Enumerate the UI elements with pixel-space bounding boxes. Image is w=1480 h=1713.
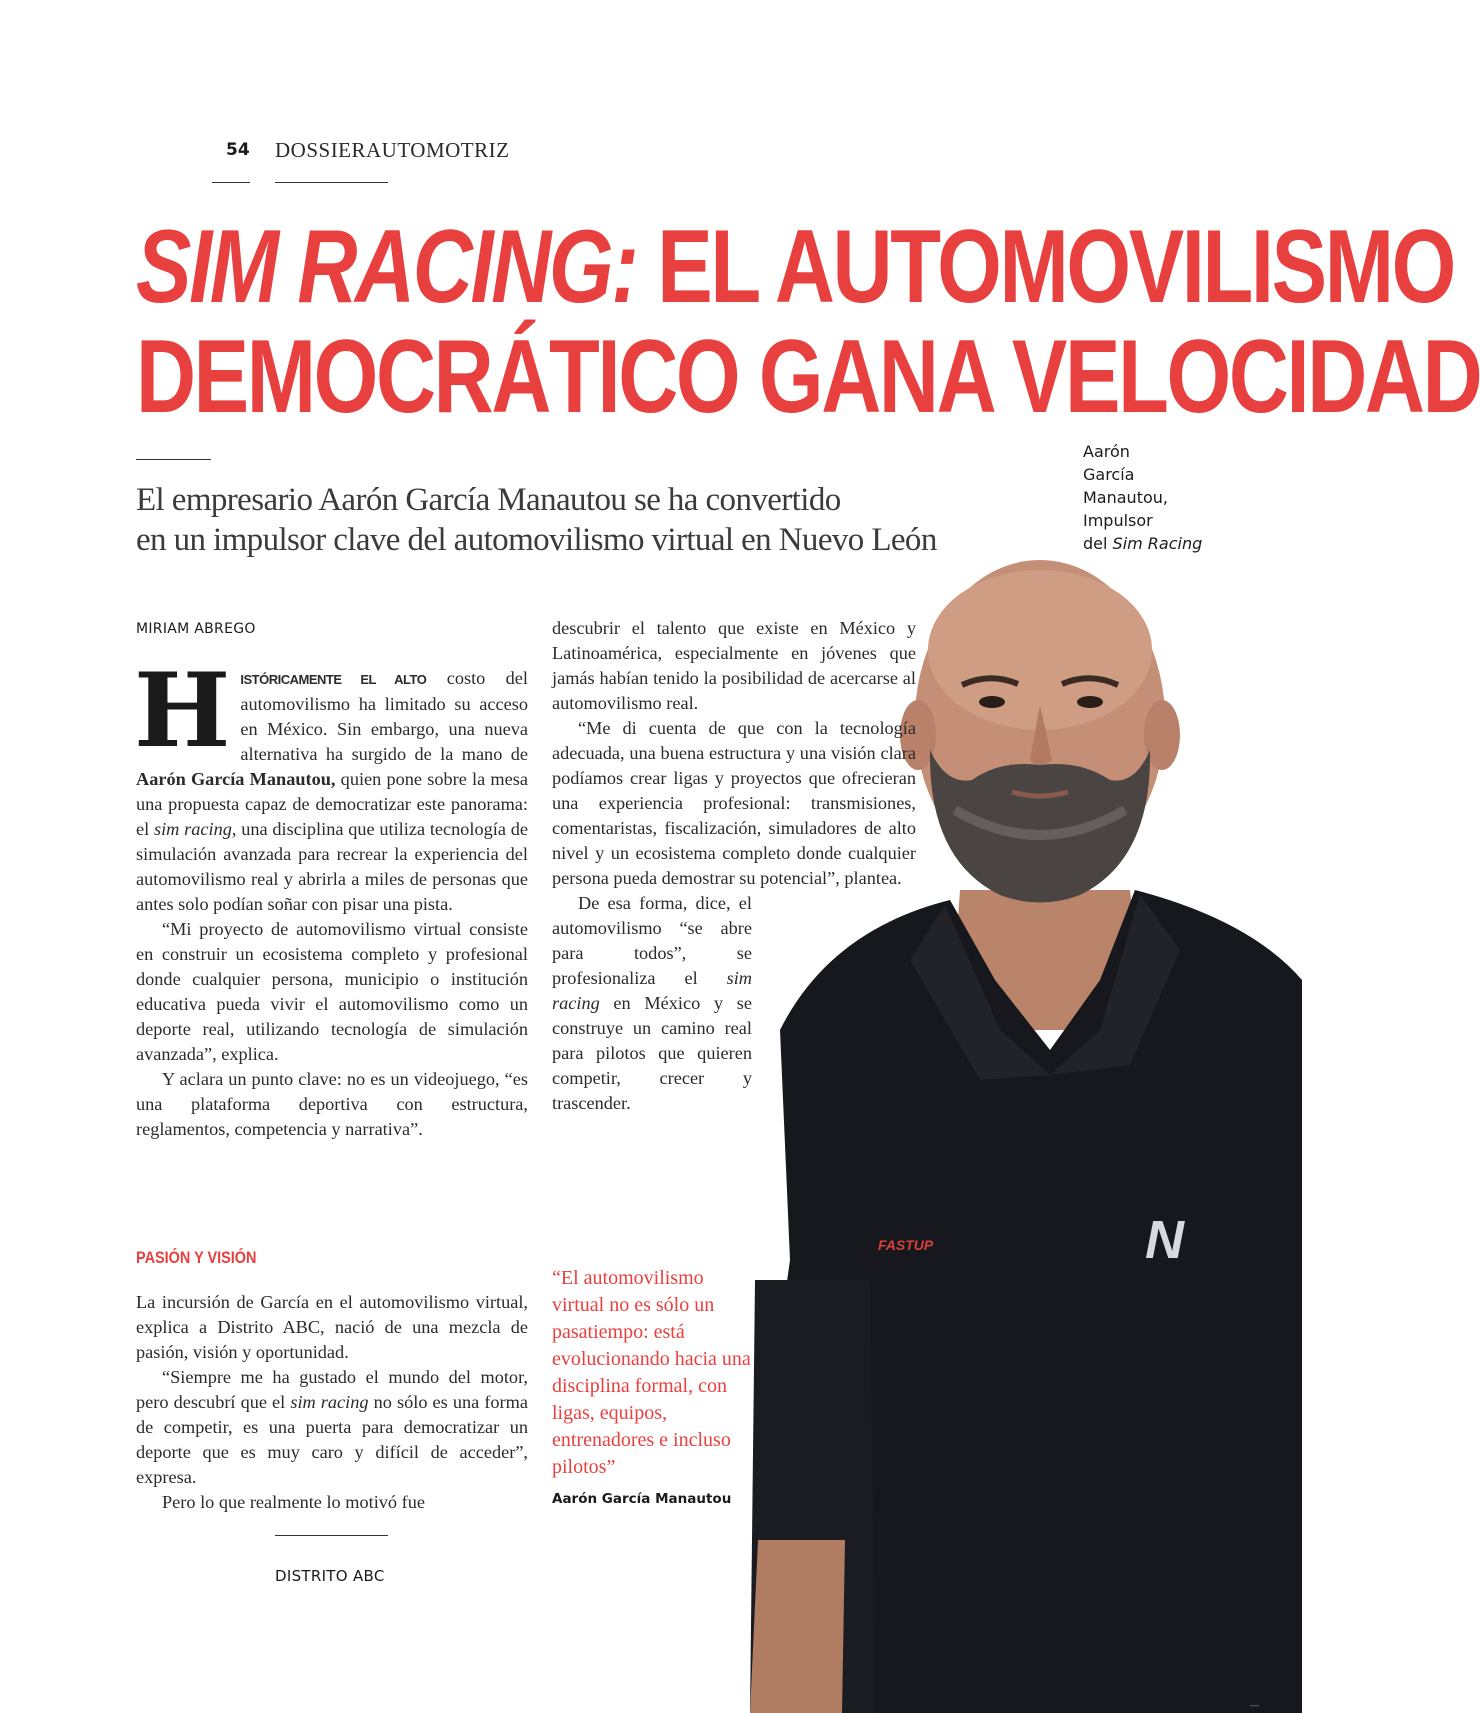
article-paragraph: La incursión de García en el automovilismo virtual, explica a Distrito ABC, nació de una mezcla de pasión, visión y oportunidad.	[136, 1292, 528, 1362]
section-rule	[275, 182, 388, 183]
article-paragraph: De esa forma, dice, el automovilismo “se abre para todos”, se profesionaliza el sim racing en México y se construye un camino real para pilotos que quieren competir, crecer y trascender.	[552, 893, 752, 1113]
arm	[750, 1540, 845, 1713]
svg-text:—: —	[1250, 1700, 1259, 1710]
subtitle	[136, 480, 986, 560]
shirt-brand-text: FASTUP	[878, 1237, 934, 1253]
page-number-rule	[212, 182, 250, 183]
caption-line: Impulsor	[1083, 511, 1153, 530]
caption-line: García	[1083, 465, 1135, 484]
caption-line: Manautou,	[1083, 488, 1168, 507]
article-paragraph: Pero lo que realmente lo motivó fue	[162, 1492, 425, 1512]
shirt-logo-icon: N	[1145, 1210, 1184, 1270]
article-paragraph: HISTÓRICAMENTE EL ALTO costo del automovilismo ha limitado su acceso en México. Sin embargo, una nueva alternativa ha surgido de la mano de Aarón García Manautou, quien pone sobre la mesa una propuesta capaz de democratizar este panorama: el sim racing, una disciplina que utiliza tecnología de simulación avanzada para recrear la experiencia del automovilismo real y abrirla a miles de personas que antes solo podían soñar con pisar una pista.	[134, 651, 528, 914]
subtitle-line2: en un impulsor clave del automovilismo virtual en Nuevo León	[136, 522, 937, 558]
dropcap: H	[134, 651, 231, 771]
section-name: DOSSIERAUTOMOTRIZ	[275, 138, 510, 162]
headline-line2: DEMOCRÁTICO GANA VELOCIDAD	[136, 319, 1480, 435]
article-paragraph: descubrir el talento que existe en México y Latinoamérica, especialmente en jóvenes que jamás habían tenido la posibilidad de acercarse al automovilismo real.	[552, 618, 916, 713]
headline-line1: EL AUTOMOVILISMO	[636, 209, 1454, 325]
article-paragraph: “Mi proyecto de automovilismo virtual consiste en construir un ecosistema completo y profesional donde cualquier persona, municipio o institución educativa pueda vivir el automovilismo como un deporte real, utilizando tecnología de simulación avanzada”, explica.	[136, 919, 528, 1064]
article-paragraph: Y aclara un punto clave: no es un videojuego, “es una plataforma deportiva con estructura, reglamentos, competencia y narrativa”.	[136, 1069, 528, 1139]
byline: MIRIAM ABREGO	[136, 621, 256, 637]
lead-caps: ISTÓRICAMENTE EL ALTO	[240, 672, 427, 687]
section-heading: PASIÓN Y VISIÓN	[136, 1248, 257, 1267]
pull-quote: “El automovilismo virtual no es sólo un pasatiempo: está evolucionando hacia una disciplina formal, con ligas, equipos, entrenadores e incluso pilotos”	[552, 1267, 751, 1478]
article-column-1	[134, 651, 528, 1142]
article-column-1-lower	[136, 1290, 528, 1515]
article-paragraph: “Siempre me ha gustado el mundo del motor, pero descubrí que el sim racing no sólo es una forma de competir, es una puerta para democratizar un deporte que es muy caro y difícil de acceder”, expresa.	[136, 1367, 528, 1487]
caption-line: Aarón	[1083, 442, 1130, 461]
photo-caption	[1083, 440, 1233, 555]
headline-italic: SIM RACING:	[136, 209, 637, 325]
footer-rule	[275, 1535, 388, 1536]
article-paragraph: “Me di cuenta de que con la tecnología adecuada, una buena estructura y una visión clara podíamos crear ligas y proyectos que ofrecieran una experiencia profesional: transmisiones, comentaristas, fiscalización, simuladores de alto nivel y un ecosistema completo donde cualquier persona pueda demostrar su potencial”, plantea.	[552, 718, 916, 888]
headline	[136, 209, 1480, 435]
subtitle-rule	[136, 459, 211, 460]
subtitle-line1: El empresario Aarón García Manautou se ha convertido	[136, 482, 841, 518]
pull-quote-author: Aarón García Manautou	[552, 1491, 732, 1507]
page-number: 54	[226, 140, 250, 160]
article-column-2	[552, 616, 916, 1116]
footer-publication: DISTRITO ABC	[275, 1567, 385, 1585]
caption-line: del Sim Racing	[1083, 534, 1203, 553]
